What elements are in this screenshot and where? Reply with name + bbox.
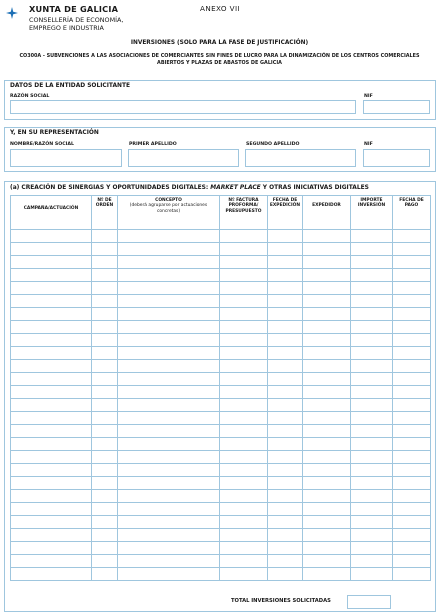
table-cell[interactable] — [11, 295, 92, 308]
table-cell[interactable] — [118, 399, 220, 412]
table-cell[interactable] — [393, 542, 431, 555]
table-cell[interactable] — [118, 555, 220, 568]
table-cell[interactable] — [92, 464, 118, 477]
table-cell[interactable] — [11, 451, 92, 464]
table-cell[interactable] — [220, 490, 268, 503]
table-cell[interactable] — [220, 308, 268, 321]
table-cell[interactable] — [303, 451, 351, 464]
table-cell[interactable] — [11, 555, 92, 568]
table-row — [11, 386, 431, 399]
representative-section-title: Y, EN SU REPRESENTACIÓN — [10, 130, 99, 136]
table-cell[interactable] — [303, 321, 351, 334]
table-cell[interactable] — [351, 412, 393, 425]
table-cell[interactable] — [92, 399, 118, 412]
table-cell[interactable] — [92, 282, 118, 295]
table-cell[interactable] — [11, 477, 92, 490]
table-cell[interactable] — [393, 230, 431, 243]
table-cell[interactable] — [220, 412, 268, 425]
table-cell[interactable] — [303, 282, 351, 295]
col-invoice — [220, 196, 268, 230]
table-row — [11, 477, 431, 490]
col-concept-sub-l1: (deberá agruparse por actuaciones — [129, 203, 208, 209]
table-cell[interactable] — [351, 477, 393, 490]
table-cell[interactable] — [351, 347, 393, 360]
table-cell[interactable] — [92, 568, 118, 581]
col-concept-sub-l2: concretas) — [156, 208, 181, 214]
table-cell[interactable] — [303, 464, 351, 477]
table-cell[interactable] — [92, 295, 118, 308]
table-cell[interactable] — [11, 256, 92, 269]
applicant-nif-label: NIF — [364, 94, 373, 99]
table-cell[interactable] — [220, 542, 268, 555]
table-cell[interactable] — [11, 399, 92, 412]
table-cell[interactable] — [268, 295, 303, 308]
table-cell[interactable] — [393, 438, 431, 451]
table-row — [11, 295, 431, 308]
table-cell[interactable] — [303, 386, 351, 399]
applicant-section-title: DATOS DE LA ENTIDAD SOLICITANTE — [10, 83, 130, 89]
table-cell[interactable] — [268, 256, 303, 269]
table-cell[interactable] — [118, 386, 220, 399]
table-cell[interactable] — [92, 269, 118, 282]
table-row — [11, 308, 431, 321]
table-cell[interactable] — [268, 373, 303, 386]
table-cell[interactable] — [92, 503, 118, 516]
table-cell[interactable] — [220, 516, 268, 529]
table-cell[interactable] — [351, 464, 393, 477]
table-cell[interactable] — [11, 360, 92, 373]
table-row — [11, 412, 431, 425]
table-cell[interactable] — [220, 347, 268, 360]
table-cell[interactable] — [351, 282, 393, 295]
table-cell[interactable] — [220, 529, 268, 542]
table-cell[interactable] — [220, 451, 268, 464]
table-cell[interactable] — [220, 269, 268, 282]
table-cell[interactable] — [303, 334, 351, 347]
table-cell[interactable] — [118, 282, 220, 295]
table-cell[interactable] — [303, 399, 351, 412]
table-cell[interactable] — [118, 490, 220, 503]
table-cell[interactable] — [92, 425, 118, 438]
table-cell[interactable] — [393, 373, 431, 386]
table-cell[interactable] — [351, 360, 393, 373]
table-cell[interactable] — [393, 256, 431, 269]
table-cell[interactable] — [220, 425, 268, 438]
table-cell[interactable] — [268, 230, 303, 243]
table-cell[interactable] — [351, 269, 393, 282]
table-cell[interactable] — [118, 295, 220, 308]
table-cell[interactable] — [11, 269, 92, 282]
table-cell[interactable] — [268, 490, 303, 503]
table-cell[interactable] — [351, 386, 393, 399]
table-cell[interactable] — [393, 308, 431, 321]
table-cell[interactable] — [118, 451, 220, 464]
table-cell[interactable] — [11, 425, 92, 438]
table-cell[interactable] — [303, 347, 351, 360]
applicant-nif-field[interactable] — [363, 100, 430, 114]
table-cell[interactable] — [351, 373, 393, 386]
table-cell[interactable] — [220, 282, 268, 295]
table-row — [11, 490, 431, 503]
table-cell[interactable] — [303, 308, 351, 321]
table-cell[interactable] — [393, 386, 431, 399]
table-cell[interactable] — [351, 334, 393, 347]
second-surname-label: SEGUNDO APELLIDO — [246, 142, 300, 147]
table-cell[interactable] — [393, 555, 431, 568]
table-cell[interactable] — [268, 425, 303, 438]
col-amount-l2: INVERSIÓN — [357, 203, 386, 209]
table-cell[interactable] — [118, 243, 220, 256]
table-cell[interactable] — [393, 321, 431, 334]
col-amount-l1: IMPORTE — [360, 198, 383, 203]
company-name-field[interactable] — [10, 100, 356, 114]
table-cell[interactable] — [92, 373, 118, 386]
table-row — [11, 360, 431, 373]
table-row — [11, 282, 431, 295]
table-cell[interactable] — [268, 516, 303, 529]
table-cell[interactable] — [11, 282, 92, 295]
table-cell[interactable] — [118, 347, 220, 360]
table-cell[interactable] — [351, 568, 393, 581]
table-cell[interactable] — [220, 477, 268, 490]
table-row — [11, 256, 431, 269]
table-cell[interactable] — [11, 386, 92, 399]
table-cell[interactable] — [393, 269, 431, 282]
table-row — [11, 568, 431, 581]
table-cell[interactable] — [268, 464, 303, 477]
table-cell[interactable] — [268, 282, 303, 295]
table-cell[interactable] — [92, 243, 118, 256]
table-cell[interactable] — [303, 425, 351, 438]
table-cell[interactable] — [92, 542, 118, 555]
table-cell[interactable] — [118, 412, 220, 425]
table-cell[interactable] — [118, 360, 220, 373]
table-cell[interactable] — [303, 230, 351, 243]
table-cell[interactable] — [92, 321, 118, 334]
representative-name-label: NOMBRE/RAZÓN SOCIAL — [10, 142, 75, 147]
representative-nif-field[interactable] — [363, 149, 430, 167]
table-cell[interactable] — [92, 360, 118, 373]
table-row — [11, 373, 431, 386]
table-cell[interactable] — [393, 464, 431, 477]
table-cell[interactable] — [11, 516, 92, 529]
table-cell[interactable] — [220, 438, 268, 451]
table-cell[interactable] — [92, 334, 118, 347]
table-cell[interactable] — [303, 373, 351, 386]
table-cell[interactable] — [393, 451, 431, 464]
table-cell[interactable] — [268, 438, 303, 451]
procedure-line-2: ABIERTOS Y PLAZAS DE ABASTOS DE GALICIA — [157, 60, 282, 66]
col-concept — [118, 196, 220, 230]
table-cell[interactable] — [220, 373, 268, 386]
table-cell[interactable] — [268, 321, 303, 334]
table-cell[interactable] — [268, 399, 303, 412]
table-cell[interactable] — [303, 360, 351, 373]
col-campaign — [11, 196, 92, 230]
table-cell[interactable] — [220, 334, 268, 347]
table-cell[interactable] — [92, 230, 118, 243]
table-row — [11, 555, 431, 568]
col-payment-date-l1: FECHA DE — [399, 198, 424, 203]
table-cell[interactable] — [220, 568, 268, 581]
table-cell[interactable] — [268, 412, 303, 425]
table-cell[interactable] — [351, 256, 393, 269]
table-cell[interactable] — [268, 542, 303, 555]
col-issue-date-l2: EXPEDICIÓN — [269, 203, 301, 209]
table-cell[interactable] — [220, 230, 268, 243]
procedure-description — [10, 53, 429, 67]
table-cell[interactable] — [351, 308, 393, 321]
table-cell[interactable] — [268, 308, 303, 321]
table-cell[interactable] — [393, 490, 431, 503]
table-cell[interactable] — [118, 529, 220, 542]
table-cell[interactable] — [220, 399, 268, 412]
table-cell[interactable] — [303, 503, 351, 516]
col-invoice-l1: Nº FACTURA — [228, 198, 259, 203]
table-row — [11, 334, 431, 347]
table-cell[interactable] — [11, 347, 92, 360]
table-cell[interactable] — [268, 243, 303, 256]
table-cell[interactable] — [118, 425, 220, 438]
table-cell[interactable] — [393, 516, 431, 529]
annex-label: ANEXO VII — [200, 4, 240, 13]
table-cell[interactable] — [393, 282, 431, 295]
col-concept-label: CONCEPTO — [155, 198, 182, 203]
table-cell[interactable] — [92, 256, 118, 269]
table-cell[interactable] — [268, 555, 303, 568]
department — [29, 16, 123, 32]
table-cell[interactable] — [220, 360, 268, 373]
table-cell[interactable] — [118, 542, 220, 555]
investments-title-suffix: Y OTRAS INICIATIVAS DIGITALES — [260, 185, 369, 191]
table-cell[interactable] — [92, 490, 118, 503]
investments-title-prefix: (a) CREACIÓN DE SINERGIAS Y OPORTUNIDADES DIGITALES: — [10, 185, 211, 191]
first-surname-field[interactable] — [128, 149, 239, 167]
col-issue-date-l1: FECHA DE — [272, 198, 298, 203]
col-issuer-label: EXPEDIDOR — [312, 203, 341, 208]
table-cell[interactable] — [11, 373, 92, 386]
table-cell[interactable] — [351, 555, 393, 568]
table-cell[interactable] — [92, 308, 118, 321]
table-cell[interactable] — [118, 438, 220, 451]
col-order-l2: ORDEN — [95, 203, 114, 209]
table-cell[interactable] — [118, 321, 220, 334]
table-cell[interactable] — [11, 230, 92, 243]
table-cell[interactable] — [303, 477, 351, 490]
table-cell[interactable] — [303, 438, 351, 451]
table-cell[interactable] — [303, 568, 351, 581]
table-cell[interactable] — [118, 269, 220, 282]
table-cell[interactable] — [268, 477, 303, 490]
second-surname-field[interactable] — [245, 149, 356, 167]
col-order — [92, 196, 118, 230]
total-label: TOTAL INVERSIONES SOLICITADAS — [231, 598, 331, 604]
table-cell[interactable] — [351, 399, 393, 412]
table-cell[interactable] — [268, 529, 303, 542]
table-cell[interactable] — [11, 438, 92, 451]
table-cell[interactable] — [393, 243, 431, 256]
table-cell[interactable] — [220, 503, 268, 516]
table-cell[interactable] — [268, 568, 303, 581]
xunta-cross-logo-icon — [6, 7, 18, 19]
table-cell[interactable] — [11, 308, 92, 321]
table-cell[interactable] — [268, 347, 303, 360]
col-order-l1: Nº DE — [97, 198, 112, 203]
table-cell[interactable] — [11, 529, 92, 542]
table-cell[interactable] — [351, 438, 393, 451]
col-invoice-l3: PRESUPUESTO — [225, 208, 262, 214]
table-row — [11, 243, 431, 256]
table-cell[interactable] — [303, 516, 351, 529]
table-cell[interactable] — [393, 360, 431, 373]
table-row — [11, 529, 431, 542]
table-row — [11, 399, 431, 412]
table-cell[interactable] — [11, 464, 92, 477]
table-cell[interactable] — [220, 386, 268, 399]
investments-table — [10, 195, 431, 581]
department-line-2: EMPREGO E INDUSTRIA — [29, 24, 104, 32]
table-cell[interactable] — [351, 529, 393, 542]
table-cell[interactable] — [351, 321, 393, 334]
table-row — [11, 321, 431, 334]
table-cell[interactable] — [303, 269, 351, 282]
table-cell[interactable] — [11, 542, 92, 555]
table-cell[interactable] — [303, 243, 351, 256]
table-cell[interactable] — [11, 490, 92, 503]
table-cell[interactable] — [118, 516, 220, 529]
table-cell[interactable] — [11, 334, 92, 347]
table-cell[interactable] — [351, 451, 393, 464]
table-cell[interactable] — [393, 347, 431, 360]
table-cell[interactable] — [351, 295, 393, 308]
table-row — [11, 464, 431, 477]
table-row — [11, 451, 431, 464]
table-row — [11, 516, 431, 529]
col-payment-date-l2: PAGO — [404, 203, 419, 209]
table-cell[interactable] — [92, 438, 118, 451]
table-cell[interactable] — [393, 503, 431, 516]
table-row — [11, 347, 431, 360]
table-cell[interactable] — [303, 490, 351, 503]
table-cell[interactable] — [393, 334, 431, 347]
table-row — [11, 542, 431, 555]
table-cell[interactable] — [351, 490, 393, 503]
table-cell[interactable] — [393, 477, 431, 490]
table-cell[interactable] — [220, 321, 268, 334]
table-cell[interactable] — [118, 230, 220, 243]
table-cell[interactable] — [118, 373, 220, 386]
table-cell[interactable] — [92, 529, 118, 542]
table-cell[interactable] — [303, 295, 351, 308]
org-name: XUNTA DE GALICIA — [29, 4, 119, 14]
table-cell[interactable] — [118, 256, 220, 269]
table-cell[interactable] — [220, 243, 268, 256]
table-row — [11, 503, 431, 516]
table-cell[interactable] — [351, 243, 393, 256]
col-amount — [351, 196, 393, 230]
table-cell[interactable] — [220, 256, 268, 269]
investments-title-italic: MARKET PLACE — [210, 185, 261, 191]
table-cell[interactable] — [303, 256, 351, 269]
table-cell[interactable] — [11, 243, 92, 256]
table-cell[interactable] — [351, 425, 393, 438]
table-cell[interactable] — [393, 412, 431, 425]
representative-name-field[interactable] — [10, 149, 122, 167]
table-cell[interactable] — [268, 334, 303, 347]
table-cell[interactable] — [303, 555, 351, 568]
table-cell[interactable] — [351, 516, 393, 529]
table-cell[interactable] — [393, 529, 431, 542]
table-cell[interactable] — [118, 568, 220, 581]
table-cell[interactable] — [92, 516, 118, 529]
table-cell[interactable] — [268, 269, 303, 282]
procedure-line-1: CO300A - SUBVENCIONES A LAS ASOCIACIONES DE COMERCIANTES SIN FINES DE LUCRO PARA LA DINAMIZACIÓN DE LOS CENTROS COMERCIALES — [19, 53, 420, 59]
document-title: INVERSIONES (SOLO PARA LA FASE DE JUSTIFICACIÓN) — [130, 40, 309, 46]
table-cell[interactable] — [92, 555, 118, 568]
table-cell[interactable] — [303, 412, 351, 425]
table-cell[interactable] — [92, 451, 118, 464]
table-cell[interactable] — [118, 503, 220, 516]
table-cell[interactable] — [92, 386, 118, 399]
investments-section-title — [10, 185, 369, 191]
first-surname-label: PRIMER APELLIDO — [129, 142, 177, 147]
table-cell[interactable] — [268, 386, 303, 399]
table-row — [11, 269, 431, 282]
table-cell[interactable] — [303, 529, 351, 542]
table-cell[interactable] — [11, 412, 92, 425]
col-payment-date — [393, 196, 431, 230]
table-cell[interactable] — [92, 347, 118, 360]
table-cell[interactable] — [220, 295, 268, 308]
table-cell[interactable] — [220, 464, 268, 477]
representative-nif-label: NIF — [364, 142, 373, 147]
table-cell[interactable] — [351, 542, 393, 555]
table-cell[interactable] — [11, 321, 92, 334]
table-row — [11, 425, 431, 438]
table-cell[interactable] — [393, 295, 431, 308]
col-campaign-label: CAMPAÑA/ACTUACIÓN — [23, 206, 79, 211]
col-invoice-l2: PROFORMA/ — [228, 203, 259, 209]
table-cell[interactable] — [268, 451, 303, 464]
col-issuer — [303, 196, 351, 230]
table-cell[interactable] — [11, 568, 92, 581]
total-amount-field[interactable] — [347, 595, 391, 609]
table-row — [11, 438, 431, 451]
company-name-label: RAZÓN SOCIAL — [10, 94, 50, 99]
table-cell[interactable] — [92, 477, 118, 490]
table-cell[interactable] — [268, 503, 303, 516]
col-issue-date — [268, 196, 303, 230]
table-cell[interactable] — [393, 425, 431, 438]
table-cell[interactable] — [268, 360, 303, 373]
table-cell[interactable] — [11, 503, 92, 516]
table-cell[interactable] — [220, 555, 268, 568]
department-line-1: CONSELLERÍA DE ECONOMÍA, — [29, 16, 124, 24]
table-row — [11, 230, 431, 243]
table-header-row — [11, 196, 431, 230]
table-cell[interactable] — [118, 477, 220, 490]
table-cell[interactable] — [351, 230, 393, 243]
table-cell[interactable] — [393, 568, 431, 581]
table-cell[interactable] — [118, 334, 220, 347]
table-cell[interactable] — [351, 503, 393, 516]
table-cell[interactable] — [303, 542, 351, 555]
table-cell[interactable] — [92, 412, 118, 425]
table-cell[interactable] — [393, 399, 431, 412]
table-cell[interactable] — [118, 308, 220, 321]
table-cell[interactable] — [118, 464, 220, 477]
